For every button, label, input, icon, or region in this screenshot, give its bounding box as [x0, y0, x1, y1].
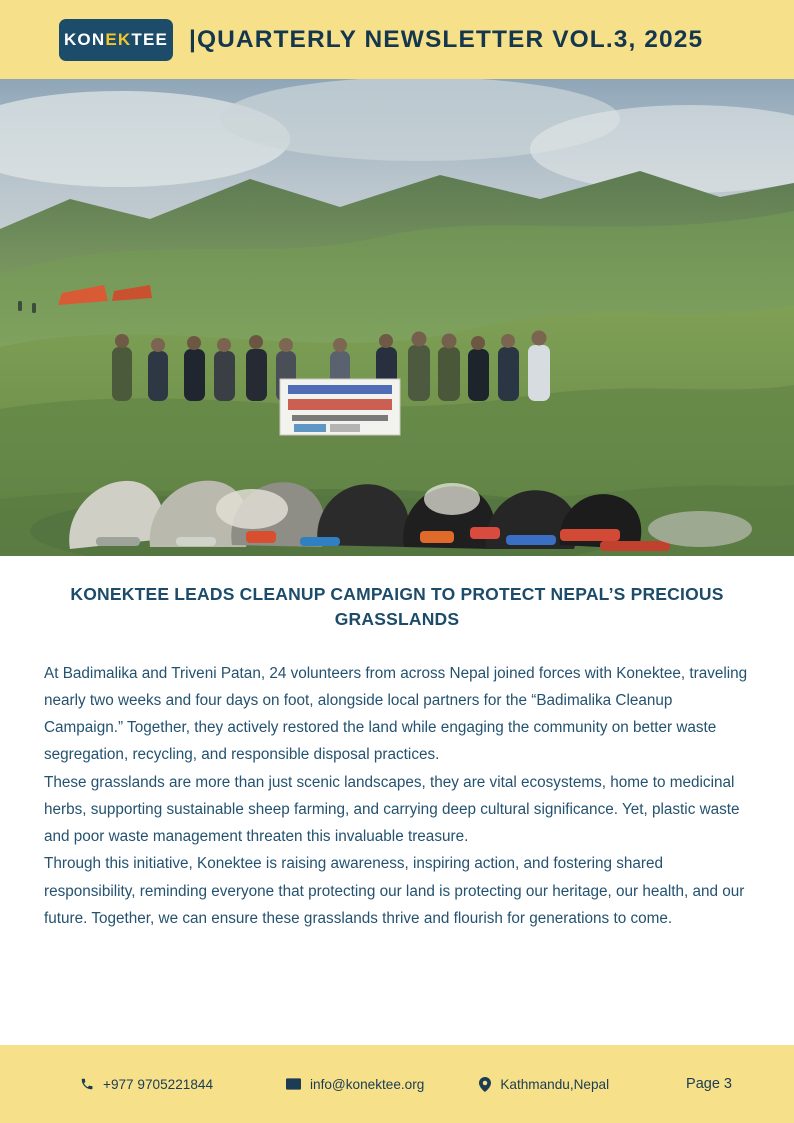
konektee-logo — [59, 19, 173, 61]
article-paragraph-1: At Badimalika and Triveni Patan, 24 volunteers from across Nepal joined forces with Konektee, traveling nearly two weeks and four days on foot, alongside local partners for the “Badimalika Cleanup Campaign.” Together, they actively restored the land while engaging the community on better waste segregation, recycling, and responsible disposal practices. — [44, 664, 748, 764]
phone-icon — [80, 1077, 94, 1091]
footer-location-text: Kathmandu,Nepal — [500, 1076, 610, 1092]
envelope-icon — [286, 1078, 301, 1090]
footer-email-text: info@konektee.org — [310, 1076, 425, 1092]
article-paragraph-3: Through this initiative, Konektee is raising awareness, inspiring action, and fostering shared responsibility, reminding everyone that protecting our land is protecting our heritage, our health, and our future. Together, we can ensure these grasslands thrive and flourish for generations to come. — [44, 855, 745, 927]
footer-phone[interactable] — [80, 1077, 213, 1092]
article — [0, 556, 794, 932]
article-headline: KONEKTEE LEADS CLEANUP CAMPAIGN TO PROTECT NEPAL’S PRECIOUS GRASSLANDS — [70, 584, 724, 630]
footer-location[interactable] — [479, 1077, 609, 1092]
logo-part-last: TEE — [131, 29, 169, 49]
location-pin-icon — [479, 1077, 491, 1092]
footer-email[interactable] — [286, 1077, 424, 1092]
footer-phone-text: +977 9705221844 — [103, 1076, 213, 1092]
hero-photo — [0, 79, 794, 556]
page-number: Page 3 — [686, 1076, 732, 1092]
article-paragraph-2: These grasslands are more than just scenic landscapes, they are vital ecosystems, home to medicinal herbs, supporting sustainable sheep farming, and carrying deep cultural significance. Yet, plastic waste and poor waste management threaten this invaluable treasure. — [44, 773, 740, 846]
article-body — [44, 660, 750, 932]
logo-part-first: KON — [63, 29, 106, 49]
logo-wordmark — [64, 30, 168, 50]
logo-part-accent: EK — [105, 29, 132, 49]
newsletter-title: |QUARTERLY NEWSLETTER VOL.3, 2025 — [189, 25, 704, 53]
hero-illustration — [0, 79, 794, 556]
page-header — [0, 0, 794, 79]
page-footer — [0, 1045, 794, 1123]
